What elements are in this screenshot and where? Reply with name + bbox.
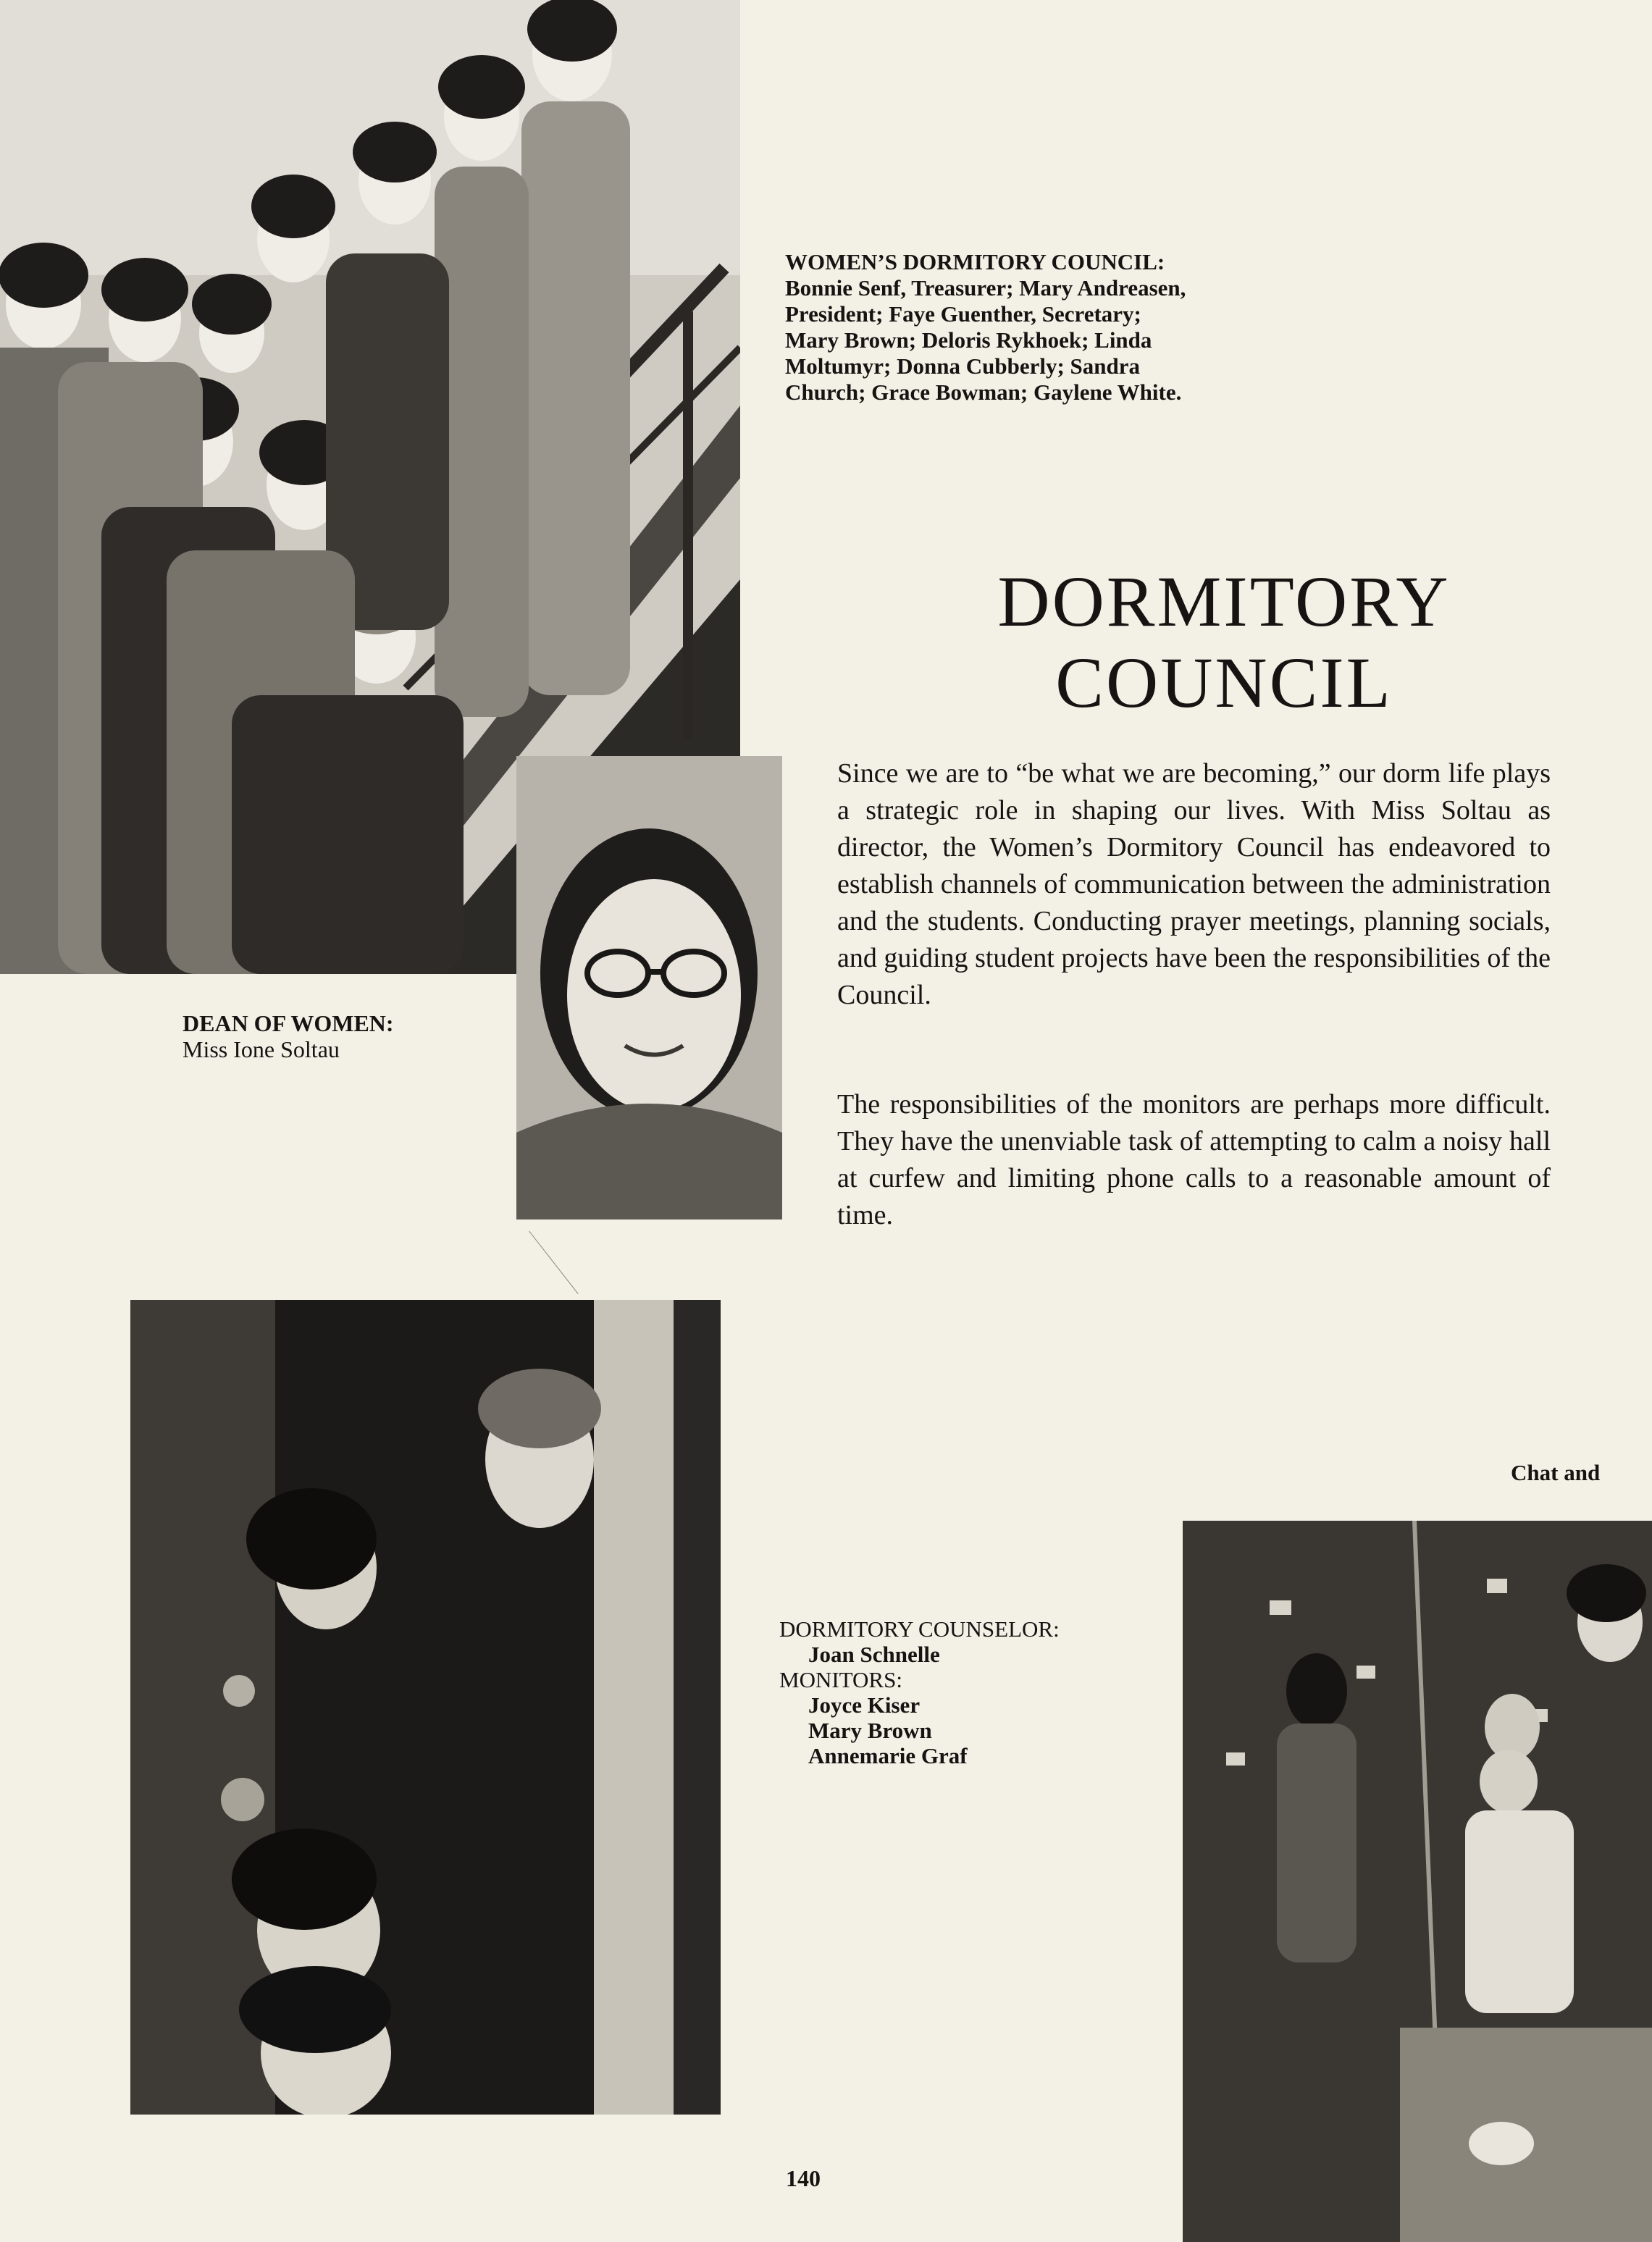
council-caption-line: Bonnie Senf, Treasurer; Mary Andreasen, <box>785 275 1186 301</box>
page-title-line1: DORMITORY <box>997 561 1451 642</box>
council-caption-line: Church; Grace Bowman; Gaylene White. <box>785 379 1182 405</box>
monitor-name: Joyce Kiser <box>808 1692 921 1718</box>
dean-caption <box>183 1010 501 1062</box>
chat-photo <box>1183 1521 1652 2242</box>
council-caption-line: President; Faye Guenther, Secretary; <box>785 301 1141 327</box>
intro-paragraph: Since we are to “be what we are becoming,” our dorm life plays a strategic role in shaping our lives. With Miss Soltau as director, the Women’s Dormitory Council has endeavored to establish channels of communication between the administration and the students. Conducting prayer meetings, planning socials, and guiding student projects have been the responsibilities of the Council. <box>837 758 1551 1010</box>
counselor-name: Joan Schnelle <box>808 1642 940 1667</box>
monitors-door-photo <box>130 1300 721 2115</box>
dean-caption-heading: DEAN OF WOMEN: <box>183 1010 394 1036</box>
counselor-caption <box>779 1616 1185 1768</box>
council-caption <box>785 249 1234 406</box>
council-caption-line: Moltumyr; Donna Cubberly; Sandra <box>785 353 1141 379</box>
monitors-heading: MONITORS: <box>779 1667 902 1692</box>
counselor-heading: DORMITORY COUNSELOR: <box>779 1616 1060 1642</box>
page-title-line2: COUNCIL <box>1055 642 1393 723</box>
monitors-paragraph: The responsibilities of the monitors are perhaps more difficult. They have the unenviable task of attempting to calm a noisy hall at curfew and limiting phone calls to a reasonable amount of time. <box>837 1089 1551 1230</box>
monitor-name: Annemarie Graf <box>808 1743 968 1768</box>
page-title <box>884 561 1564 723</box>
scan-mark <box>529 1231 579 1294</box>
council-caption-line: Mary Brown; Deloris Rykhoek; Linda <box>785 327 1152 353</box>
page-number: 140 <box>786 2165 821 2191</box>
council-caption-heading: WOMEN’S DORMITORY COUNCIL: <box>785 249 1165 274</box>
dean-portrait-photo <box>516 756 782 1219</box>
chat-caption-fragment: Chat and <box>1511 1460 1601 1485</box>
monitor-name: Mary Brown <box>808 1718 932 1743</box>
dean-caption-name: Miss Ione Soltau <box>183 1036 340 1062</box>
